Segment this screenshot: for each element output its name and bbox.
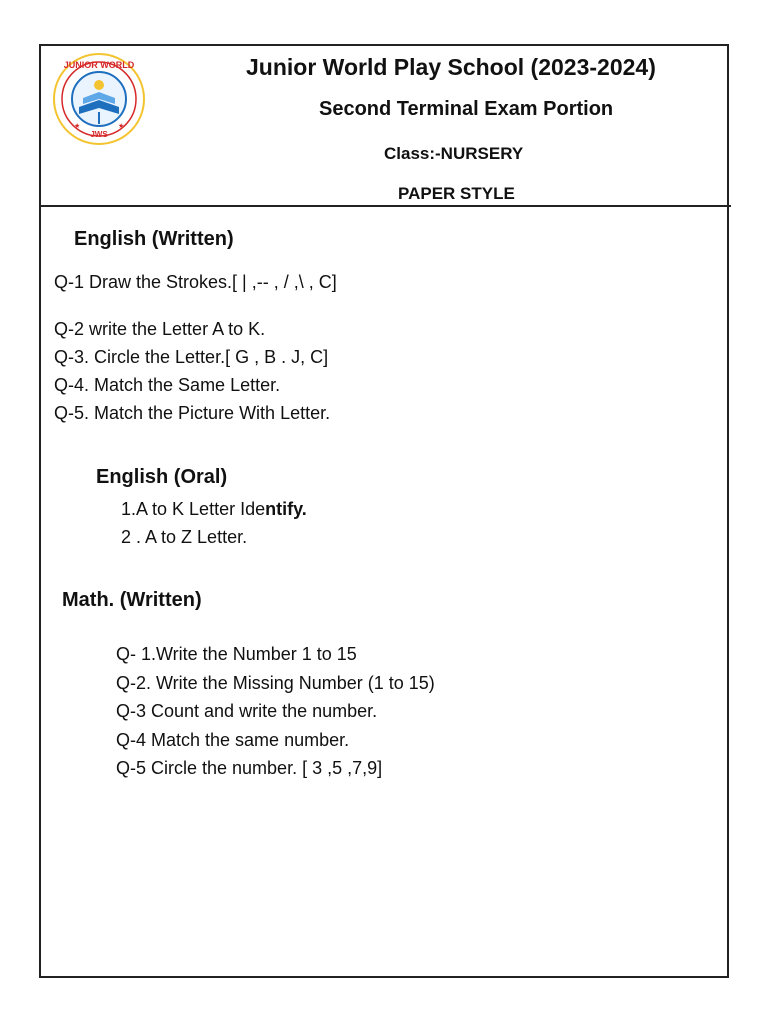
english-written-heading: English (Written) (74, 228, 234, 250)
math-written-q3: Q-3 Count and write the number. (116, 701, 378, 721)
class-label: Class:-NURSERY (384, 144, 524, 163)
english-oral-item-2: 2 . A to Z Letter. (121, 527, 248, 547)
school-title: Junior World Play School (2023-2024) (246, 54, 656, 80)
svg-text:★: ★ (118, 123, 125, 130)
english-written-q2: Q-2 write the Letter A to K. (54, 319, 266, 339)
school-logo (52, 52, 146, 146)
svg-text:JUNIOR WORLD: JUNIOR WORLD (63, 60, 135, 70)
english-oral-heading: English (Oral) (96, 466, 228, 488)
math-written-q4: Q-4 Match the same number. (116, 730, 350, 750)
english-oral-item-1 (121, 500, 307, 518)
english-written-q1: Q-1 Draw the Strokes.[ | ,-- , / ,\ , C] (54, 272, 337, 292)
svg-text:★: ★ (74, 123, 81, 130)
english-written-q4: Q-4. Match the Same Letter. (54, 375, 281, 395)
header-divider (39, 205, 731, 207)
english-oral-item-1-text: 1.A to K Letter Ide (121, 499, 266, 519)
math-written-q5: Q-5 Circle the number. [ 3 ,5 ,7,9] (116, 758, 383, 778)
math-written-heading: Math. (Written) (62, 589, 202, 611)
math-written-q1: Q- 1.Write the Number 1 to 15 (116, 644, 357, 664)
logo-initials: JWS (90, 130, 108, 139)
english-oral-item-1-bold: ntify. (265, 499, 307, 519)
exam-portion-title: Second Terminal Exam Portion (319, 98, 614, 120)
english-written-q3: Q-3. Circle the Letter.[ G , B . J, C] (54, 347, 329, 367)
paper-style-label: PAPER STYLE (398, 184, 515, 203)
math-written-q2: Q-2. Write the Missing Number (1 to 15) (116, 673, 435, 693)
english-written-q5: Q-5. Match the Picture With Letter. (54, 403, 331, 423)
